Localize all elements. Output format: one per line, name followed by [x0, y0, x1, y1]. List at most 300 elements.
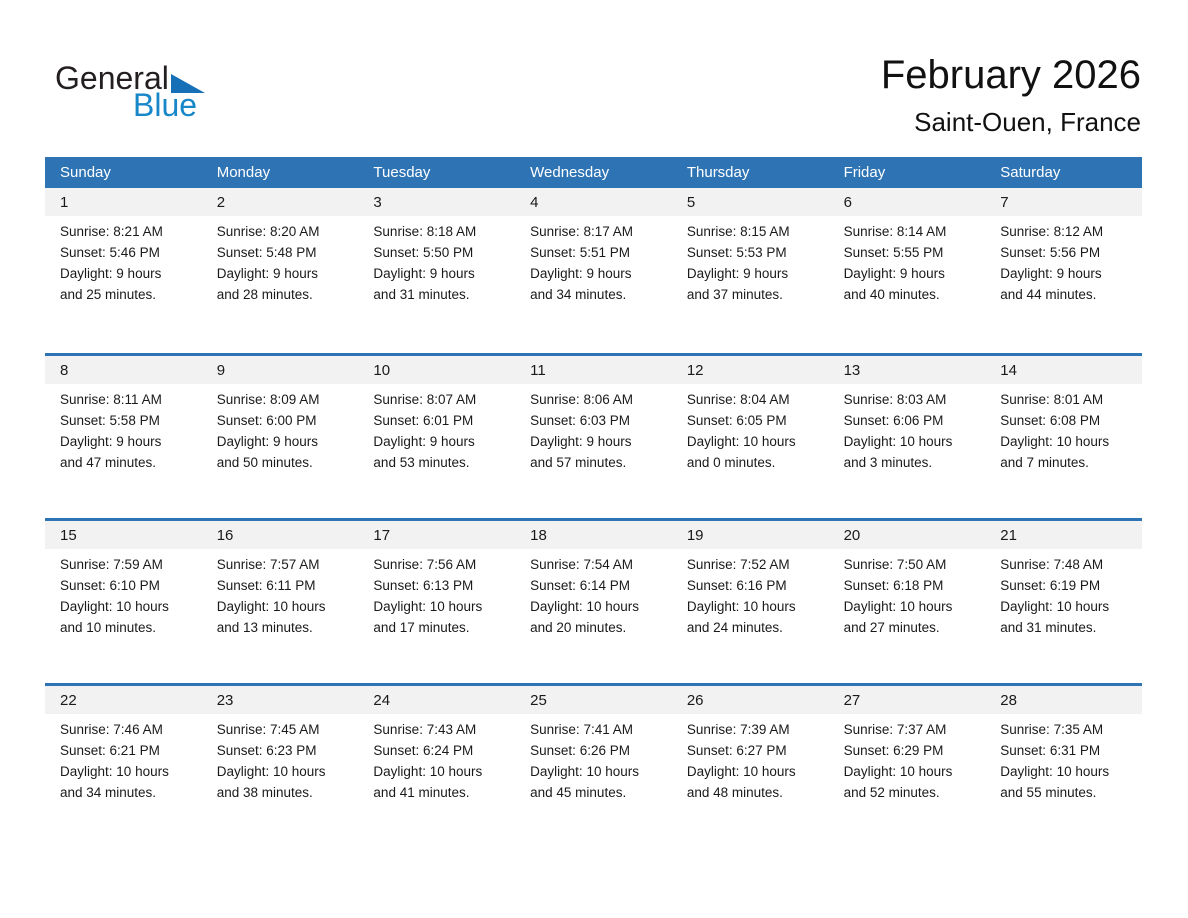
daylight-minutes: and 55 minutes. — [1000, 785, 1097, 800]
daylight-label: Daylight: — [1000, 434, 1053, 449]
daylight-minutes-line — [687, 284, 823, 305]
daylight-label: Daylight: — [686, 266, 740, 281]
sunrise-value: 8:15 AM — [740, 224, 790, 239]
daylight-minutes: and 20 minutes. — [530, 620, 627, 635]
daylight-line — [530, 263, 666, 284]
date-number: 6 — [829, 188, 986, 216]
sunset-label: Sunset: — [373, 743, 420, 758]
daylight-line — [530, 761, 666, 782]
day-cell-23 — [202, 686, 359, 848]
sunrise-value: 8:09 AM — [270, 392, 320, 407]
sunrise-value: 8:03 AM — [896, 392, 947, 407]
daylight-minutes: and 40 minutes. — [843, 287, 940, 302]
daylight-label: Daylight: — [60, 434, 113, 449]
sunset-value: 6:24 PM — [422, 743, 474, 758]
sunset-line — [373, 740, 509, 761]
daylight-minutes: and 45 minutes. — [530, 785, 627, 800]
sunset-line — [1000, 740, 1136, 761]
sunrise-line — [373, 221, 509, 242]
sunrise-line — [60, 554, 196, 575]
sunrise-line — [1000, 221, 1136, 242]
sunset-label: Sunset: — [1000, 578, 1047, 593]
sunrise-line — [1000, 389, 1136, 410]
calendar-table — [45, 157, 1142, 848]
sunset-line — [60, 575, 196, 596]
sunset-line — [1000, 575, 1136, 596]
daylight-minutes-line — [217, 452, 353, 473]
sunrise-line — [844, 554, 980, 575]
day-details — [45, 216, 202, 305]
sunset-line — [844, 242, 980, 263]
sunrise-value: 7:48 AM — [1053, 557, 1104, 572]
calendar-body — [45, 188, 1142, 848]
sunset-value: 5:51 PM — [579, 245, 630, 260]
sunrise-label: Sunrise: — [686, 557, 737, 572]
sunrise-line — [687, 389, 823, 410]
sunrise-line — [530, 221, 666, 242]
daylight-hours: 10 hours — [429, 599, 483, 614]
daylight-minutes: and 28 minutes. — [216, 287, 313, 302]
sunrise-value: 7:43 AM — [426, 722, 477, 737]
daylight-minutes-line — [844, 284, 980, 305]
daylight-minutes: and 13 minutes. — [216, 620, 313, 635]
sunset-label: Sunset: — [843, 743, 890, 758]
day-cell-20 — [829, 521, 986, 683]
daylight-label: Daylight: — [60, 266, 113, 281]
sunrise-line — [217, 221, 353, 242]
sunset-label: Sunset: — [373, 245, 420, 260]
sunrise-label: Sunrise: — [530, 224, 580, 239]
daylight-minutes-line — [373, 452, 509, 473]
daylight-hours: 10 hours — [899, 764, 953, 779]
daylight-minutes-line — [530, 617, 666, 638]
daylight-minutes-line — [217, 617, 353, 638]
sunset-value: 6:10 PM — [109, 578, 160, 593]
daylight-label: Daylight: — [216, 266, 270, 281]
sunrise-label: Sunrise: — [686, 722, 737, 737]
sunrise-value: 8:06 AM — [583, 392, 633, 407]
date-number: 5 — [672, 188, 829, 216]
sunrise-value: 7:59 AM — [113, 557, 163, 572]
day-details — [515, 216, 672, 305]
day-cell-19 — [672, 521, 829, 683]
daylight-line — [217, 596, 353, 617]
daylight-label: Daylight: — [216, 764, 270, 779]
sunset-label: Sunset: — [60, 578, 106, 593]
date-number: 18 — [515, 521, 672, 549]
day-details — [358, 384, 515, 473]
daylight-minutes: and 34 minutes. — [530, 287, 627, 302]
daylight-minutes: and 37 minutes. — [686, 287, 783, 302]
daylight-hours: 10 hours — [116, 764, 169, 779]
daylight-line — [844, 263, 980, 284]
date-number: 9 — [202, 356, 359, 384]
sunrise-value: 8:20 AM — [270, 224, 320, 239]
sunset-value: 6:21 PM — [109, 743, 160, 758]
daylight-line — [844, 431, 980, 452]
day-cell-12 — [672, 356, 829, 518]
date-number: 23 — [202, 686, 359, 714]
sunrise-label: Sunrise: — [686, 224, 737, 239]
date-number: 27 — [829, 686, 986, 714]
daylight-line — [687, 596, 823, 617]
sunset-value: 6:01 PM — [422, 413, 474, 428]
weekday-header-row — [45, 157, 1142, 188]
date-number: 19 — [672, 521, 829, 549]
daylight-hours: 9 hours — [743, 266, 789, 281]
daylight-line — [844, 761, 980, 782]
daylight-minutes: and 25 minutes. — [60, 287, 157, 302]
daylight-minutes: and 31 minutes. — [373, 287, 470, 302]
sunrise-line — [844, 389, 980, 410]
sunrise-label: Sunrise: — [686, 392, 737, 407]
daylight-line — [687, 263, 823, 284]
daylight-label: Daylight: — [530, 266, 583, 281]
daylight-label: Daylight: — [530, 764, 583, 779]
daylight-minutes: and 53 minutes. — [373, 455, 470, 470]
sunrise-line — [373, 719, 509, 740]
daylight-hours: 10 hours — [1056, 434, 1110, 449]
sunrise-label: Sunrise: — [843, 722, 894, 737]
day-details — [515, 714, 672, 803]
sunset-label: Sunset: — [1000, 245, 1047, 260]
sunrise-line — [217, 719, 353, 740]
daylight-minutes: and 38 minutes. — [216, 785, 313, 800]
location-subtitle: Saint-Ouen, France — [914, 107, 1141, 137]
daylight-label: Daylight: — [1000, 764, 1053, 779]
daylight-line — [687, 431, 823, 452]
daylight-minutes-line — [217, 284, 353, 305]
daylight-minutes-line — [1000, 782, 1136, 803]
sunset-label: Sunset: — [686, 578, 733, 593]
sunset-line — [687, 740, 823, 761]
sunset-label: Sunset: — [1000, 743, 1047, 758]
day-cell-25 — [515, 686, 672, 848]
day-details — [202, 216, 359, 305]
day-cell-1 — [45, 188, 202, 353]
date-number: 24 — [358, 686, 515, 714]
day-cell-17 — [358, 521, 515, 683]
daylight-minutes: and 52 minutes. — [843, 785, 940, 800]
daylight-minutes: and 0 minutes. — [686, 455, 776, 470]
sunrise-line — [844, 719, 980, 740]
sunset-line — [217, 410, 353, 431]
sunrise-label: Sunrise: — [216, 557, 267, 572]
sunrise-value: 8:14 AM — [896, 224, 947, 239]
sunset-label: Sunset: — [530, 245, 576, 260]
daylight-minutes-line — [60, 617, 196, 638]
sunset-label: Sunset: — [530, 578, 576, 593]
daylight-minutes: and 34 minutes. — [60, 785, 157, 800]
daylight-minutes-line — [217, 782, 353, 803]
date-number: 1 — [45, 188, 202, 216]
day-details — [358, 714, 515, 803]
daylight-label: Daylight: — [373, 599, 426, 614]
daylight-line — [530, 596, 666, 617]
daylight-hours: 10 hours — [273, 764, 326, 779]
sunset-value: 6:31 PM — [1049, 743, 1101, 758]
day-details — [202, 549, 359, 638]
day-cell-28 — [985, 686, 1142, 848]
daylight-label: Daylight: — [373, 266, 426, 281]
day-details — [829, 216, 986, 305]
date-number: 2 — [202, 188, 359, 216]
sunrise-label: Sunrise: — [1000, 392, 1050, 407]
day-cell-11 — [515, 356, 672, 518]
sunset-line — [530, 410, 666, 431]
daylight-label: Daylight: — [843, 266, 897, 281]
sunset-value: 6:05 PM — [736, 413, 787, 428]
sunrise-label: Sunrise: — [1000, 557, 1050, 572]
daylight-minutes-line — [373, 284, 509, 305]
daylight-minutes-line — [530, 782, 666, 803]
daylight-minutes-line — [60, 452, 196, 473]
daylight-label: Daylight: — [686, 434, 740, 449]
daylight-minutes-line — [687, 617, 823, 638]
sunrise-label: Sunrise: — [530, 722, 580, 737]
sunset-line — [1000, 410, 1136, 431]
sunrise-label: Sunrise: — [60, 392, 110, 407]
daylight-label: Daylight: — [843, 599, 897, 614]
daylight-hours: 9 hours — [429, 434, 475, 449]
sunset-line — [687, 410, 823, 431]
sunrise-value: 7:41 AM — [583, 722, 633, 737]
sunset-value: 6:11 PM — [266, 578, 316, 593]
daylight-label: Daylight: — [1000, 266, 1053, 281]
date-number: 16 — [202, 521, 359, 549]
date-number: 7 — [985, 188, 1142, 216]
sunrise-label: Sunrise: — [216, 722, 267, 737]
sunrise-value: 7:56 AM — [426, 557, 477, 572]
daylight-label: Daylight: — [530, 434, 583, 449]
daylight-minutes: and 48 minutes. — [686, 785, 783, 800]
daylight-hours: 10 hours — [586, 764, 639, 779]
sunrise-value: 7:50 AM — [896, 557, 947, 572]
daylight-label: Daylight: — [373, 764, 426, 779]
sunset-label: Sunset: — [1000, 413, 1047, 428]
sunset-value: 6:29 PM — [893, 743, 944, 758]
sunset-value: 5:48 PM — [266, 245, 317, 260]
sunset-value: 6:08 PM — [1049, 413, 1101, 428]
day-cell-6 — [829, 188, 986, 353]
day-cell-9 — [202, 356, 359, 518]
sunrise-line — [530, 554, 666, 575]
sunrise-label: Sunrise: — [216, 392, 267, 407]
daylight-minutes-line — [1000, 452, 1136, 473]
date-number: 11 — [515, 356, 672, 384]
sunset-line — [530, 242, 666, 263]
weekday-header-sunday: Sunday — [60, 164, 111, 181]
day-details — [202, 714, 359, 803]
sunrise-value: 7:54 AM — [583, 557, 633, 572]
sunrise-line — [217, 389, 353, 410]
day-cell-27 — [829, 686, 986, 848]
weekday-header-saturday: Saturday — [1000, 164, 1061, 181]
sunset-label: Sunset: — [686, 743, 733, 758]
logo-text-general: General — [55, 60, 169, 96]
daylight-minutes: and 57 minutes. — [530, 455, 627, 470]
day-details — [358, 216, 515, 305]
sunrise-line — [687, 221, 823, 242]
sunset-label: Sunset: — [530, 743, 576, 758]
day-cell-18 — [515, 521, 672, 683]
day-cell-22 — [45, 686, 202, 848]
daylight-minutes: and 27 minutes. — [843, 620, 940, 635]
daylight-hours: 10 hours — [429, 764, 483, 779]
sunset-line — [844, 410, 980, 431]
sunset-label: Sunset: — [216, 245, 263, 260]
sunset-value: 6:13 PM — [422, 578, 474, 593]
daylight-label: Daylight: — [373, 434, 426, 449]
daylight-hours: 9 hours — [116, 434, 162, 449]
daylight-label: Daylight: — [60, 764, 113, 779]
day-cell-8 — [45, 356, 202, 518]
sunrise-line — [844, 221, 980, 242]
sunrise-line — [687, 554, 823, 575]
sunrise-label: Sunrise: — [373, 722, 423, 737]
daylight-minutes: and 7 minutes. — [1000, 455, 1089, 470]
date-number: 21 — [985, 521, 1142, 549]
day-cell-15 — [45, 521, 202, 683]
daylight-hours: 10 hours — [743, 764, 796, 779]
day-details — [672, 714, 829, 803]
daylight-minutes-line — [844, 782, 980, 803]
sunset-value: 6:06 PM — [893, 413, 944, 428]
day-cell-10 — [358, 356, 515, 518]
daylight-label: Daylight: — [216, 599, 270, 614]
daylight-minutes: and 41 minutes. — [373, 785, 470, 800]
daylight-line — [373, 263, 509, 284]
sunrise-line — [373, 554, 509, 575]
daylight-line — [1000, 431, 1136, 452]
day-details — [515, 384, 672, 473]
sunrise-value: 7:46 AM — [113, 722, 163, 737]
sunrise-label: Sunrise: — [373, 392, 423, 407]
sunrise-label: Sunrise: — [530, 392, 580, 407]
daylight-hours: 9 hours — [1056, 266, 1102, 281]
daylight-label: Daylight: — [686, 764, 740, 779]
daylight-hours: 10 hours — [1056, 764, 1110, 779]
sunrise-line — [1000, 719, 1136, 740]
sunset-line — [373, 242, 509, 263]
sunset-line — [530, 740, 666, 761]
sunset-value: 6:26 PM — [579, 743, 630, 758]
sunrise-line — [530, 719, 666, 740]
weekday-header-tuesday: Tuesday — [373, 164, 431, 181]
daylight-line — [373, 596, 509, 617]
sunset-line — [687, 575, 823, 596]
date-number: 20 — [829, 521, 986, 549]
day-details — [985, 216, 1142, 305]
sunset-label: Sunset: — [216, 413, 263, 428]
day-cell-4 — [515, 188, 672, 353]
sunrise-line — [60, 221, 196, 242]
daylight-label: Daylight: — [1000, 599, 1053, 614]
date-number: 10 — [358, 356, 515, 384]
date-number: 28 — [985, 686, 1142, 714]
sunset-label: Sunset: — [530, 413, 576, 428]
daylight-line — [844, 596, 980, 617]
sunset-label: Sunset: — [843, 413, 890, 428]
date-number: 14 — [985, 356, 1142, 384]
sunrise-value: 7:39 AM — [740, 722, 790, 737]
sunset-label: Sunset: — [373, 413, 420, 428]
sunset-label: Sunset: — [60, 413, 106, 428]
sunset-value: 5:58 PM — [109, 413, 160, 428]
daylight-hours: 9 hours — [116, 266, 162, 281]
sunrise-line — [217, 554, 353, 575]
sunrise-value: 7:57 AM — [270, 557, 320, 572]
sunset-label: Sunset: — [216, 743, 263, 758]
daylight-minutes: and 17 minutes. — [373, 620, 470, 635]
day-details — [672, 549, 829, 638]
weekday-header-friday: Friday — [843, 164, 886, 181]
daylight-hours: 10 hours — [743, 434, 796, 449]
day-cell-21 — [985, 521, 1142, 683]
daylight-hours: 10 hours — [743, 599, 796, 614]
sunrise-value: 8:11 AM — [113, 392, 162, 407]
daylight-minutes: and 31 minutes. — [1000, 620, 1097, 635]
daylight-line — [217, 761, 353, 782]
daylight-hours: 10 hours — [273, 599, 326, 614]
daylight-line — [60, 263, 196, 284]
sunset-line — [530, 575, 666, 596]
sunrise-label: Sunrise: — [1000, 224, 1050, 239]
sunrise-label: Sunrise: — [373, 224, 423, 239]
title-block — [881, 53, 1141, 138]
daylight-minutes: and 50 minutes. — [216, 455, 313, 470]
daylight-hours: 9 hours — [899, 266, 945, 281]
sunrise-value: 7:52 AM — [740, 557, 790, 572]
daylight-line — [1000, 761, 1136, 782]
sunset-value: 5:56 PM — [1049, 245, 1101, 260]
sunset-line — [844, 740, 980, 761]
day-details — [202, 384, 359, 473]
sunrise-line — [60, 389, 196, 410]
date-number: 26 — [672, 686, 829, 714]
date-number: 13 — [829, 356, 986, 384]
weekday-header-thursday: Thursday — [686, 164, 750, 181]
sunset-value: 5:46 PM — [109, 245, 160, 260]
daylight-label: Daylight: — [686, 599, 740, 614]
date-number: 12 — [672, 356, 829, 384]
day-details — [45, 714, 202, 803]
sunrise-value: 7:45 AM — [270, 722, 320, 737]
daylight-minutes: and 44 minutes. — [1000, 287, 1097, 302]
daylight-hours: 9 hours — [586, 266, 632, 281]
daylight-line — [373, 761, 509, 782]
daylight-hours: 9 hours — [429, 266, 475, 281]
sunrise-label: Sunrise: — [373, 557, 423, 572]
sunset-label: Sunset: — [216, 578, 263, 593]
daylight-minutes-line — [373, 617, 509, 638]
sunrise-line — [60, 719, 196, 740]
daylight-line — [217, 263, 353, 284]
daylight-minutes: and 3 minutes. — [843, 455, 933, 470]
daylight-minutes-line — [687, 782, 823, 803]
sunrise-label: Sunrise: — [843, 392, 894, 407]
weekday-header-monday: Monday — [216, 164, 271, 181]
sunset-label: Sunset: — [843, 245, 890, 260]
sunset-line — [1000, 242, 1136, 263]
sunrise-value: 7:37 AM — [896, 722, 947, 737]
sunset-label: Sunset: — [60, 743, 106, 758]
sunset-value: 6:14 PM — [579, 578, 630, 593]
daylight-line — [60, 431, 196, 452]
sunrise-label: Sunrise: — [216, 224, 267, 239]
week-row — [45, 518, 1142, 683]
sunset-label: Sunset: — [686, 245, 733, 260]
